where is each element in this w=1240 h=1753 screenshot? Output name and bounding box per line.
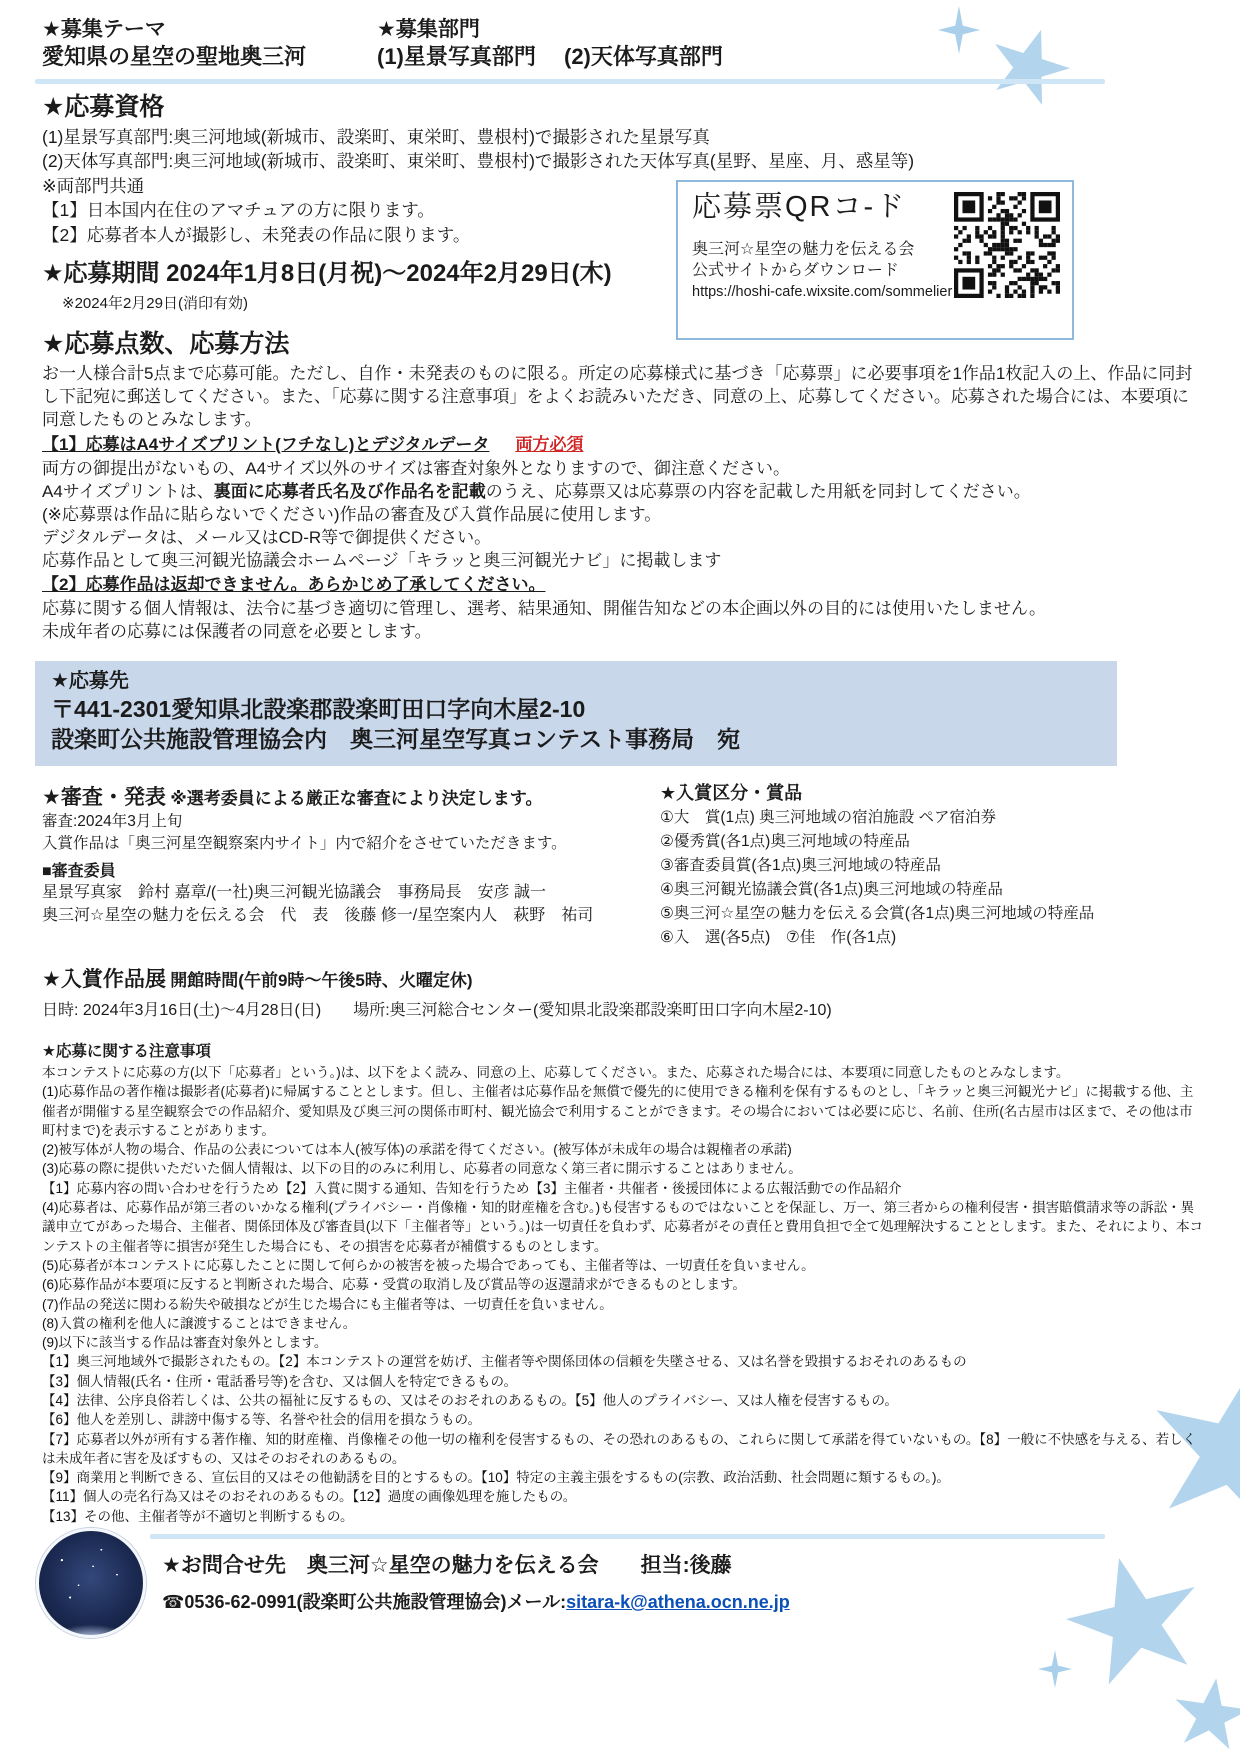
- note-line: (3)応募の際に提供いただいた個人情報は、以下の目的のみに利用し、応募者の同意なく第三者に開示することはありません。: [42, 1161, 802, 1177]
- note-line: (1)応募作品の著作権は撮影者(応募者)に帰属することとします。但し、主催者は応募作品を無償で優先的に使用できる権利を保有するものとし、「キラッと奥三河観光ナビ」に掲載する他、主催者が開催する星空観察会での作品紹介、愛知県及び奥三河の関係市町村、観光協会で利用することができます。その場合においては必要に応じ、名前、住所(名古屋市は区まで、その他は市町村まで)を表示することがあります。: [42, 1084, 1194, 1138]
- eligibility-line: (2)天体写真部門:奥三河地域(新城市、設楽町、東栄町、豊根村)で撮影された天体写真(星野、星座、月、惑星等): [42, 151, 915, 172]
- star-decoration: [1167, 1673, 1240, 1753]
- note-line: 【7】応募者以外が所有する著作権、知的財産権、肖像権その他一切の権利を侵害するもの、その恐れのあるもの、これらに関して承諾を得ていないもの。【8】一般に不快感を与える、若しくは未成年者に害を及ぼすもの、又はそのおそれのあるもの。: [42, 1431, 1197, 1466]
- note-line: 【1】奥三河地域外で撮影されたもの。【2】本コンテストの運営を妨げ、主催者等や関係団体の信頼を失墜させる、又は名誉を毀損するおそれのあるもの: [42, 1354, 967, 1370]
- entry-rule-1-text: 【1】応募はA4サイズプリント(フチなし)とデジタルデータ: [42, 434, 490, 454]
- committee-title: ■審査委員: [42, 862, 116, 880]
- entry-method-line: [42, 480, 1205, 503]
- entry-period-title: ★応募期間 2024年1月8日(月祝)～2024年2月29日(木): [42, 260, 612, 288]
- phone-line: [162, 1588, 1205, 1614]
- prizes-title: ★入賞区分・賞品: [660, 782, 803, 803]
- judging-announcement: 入賞作品は「奥三河星空観察案内サイト」内で紹介をさせていただきます。: [42, 835, 567, 853]
- both-required-badge: 両方必須: [515, 434, 584, 454]
- destination-address: 〒441-2301愛知県北設楽郡設楽町田口字向木屋2-10: [51, 695, 586, 722]
- entry-method-intro: お一人様合計5点まで応募可能。ただし、自作・未発表のものに限る。所定の応募様式に基づき「応募票」に必要事項を1作品1枚記入の上、作品に同封し下記宛に郵送してください。また、「応募に関する注意事項」をよくお読みいただき、同意の上、応募してください。応募された場合には、本要項に同意したものとみなします。: [42, 364, 1193, 430]
- prize-item: ②優秀賞(各1点)奥三河地域の特産品: [660, 832, 910, 850]
- judging-schedule: 審査:2024年3月上旬: [42, 812, 183, 830]
- note-line: 【11】個人の売名行為又はそのおそれのあるもの。【12】過度の画像処理を施したもの。: [42, 1489, 577, 1505]
- entry-method-section: [42, 329, 1205, 643]
- note-line: 【3】個人情報(氏名・住所・電話番号等)を含む、又は個人を特定できるもの。: [42, 1373, 517, 1389]
- entry-method-title: ★応募点数、応募方法: [42, 330, 290, 359]
- recruit-division-value: (1)星景写真部門 (2)天体写真部門: [377, 44, 723, 70]
- note-line: (8)入賞の権利を他人に譲渡することはできません。: [42, 1315, 357, 1331]
- phone-text: 0536-62-0991(設楽町公共施設管理協会)メール:: [184, 1592, 567, 1613]
- recruit-theme-value: 愛知県の星空の聖地奥三河: [42, 44, 307, 70]
- prizes-section: [654, 781, 1205, 950]
- eligibility-line: 【2】応募者本人が撮影し、未発表の作品に限ります。: [42, 224, 471, 245]
- sparkle-decoration: [1038, 1650, 1072, 1688]
- eligibility-line: 【1】日本国内在住のアマチュアの方に限ります。: [42, 200, 435, 221]
- destination-title: ★応募先: [51, 669, 129, 692]
- entry-method-line: 応募に関する個人情報は、法令に基づき適切に管理し、選考、結果通知、開催告知などの本企画以外の目的には使用いたしません。: [42, 599, 1047, 619]
- print-note-bold: 裏面に応募者氏名及び作品名を記載: [213, 481, 486, 501]
- committee-member-line: 奥三河☆星空の魅力を伝える会 代 表 後藤 修一/星空案内人 萩野 祐司: [42, 907, 594, 925]
- eligibility-line: ※両部門共通: [42, 175, 145, 196]
- note-line: 【9】商業用と判断できる、宣伝目的又はその他勧誘を目的とするもの。【10】特定の主義主張をするもの(宗教、政治活動、社会問題に類するもの。)。: [42, 1470, 950, 1486]
- exhibition-detail: 日時: 2024年3月16日(土)～4月28日(日) 場所:奥三河総合センター(愛知県北設楽郡設楽町田口字向木屋2-10): [42, 1001, 832, 1019]
- judging-title-note: ※選考委員による厳正な審査により決定します。: [170, 788, 543, 808]
- recruit-division-label: ★募集部門: [377, 18, 480, 41]
- exhibition-section: [42, 963, 1205, 1020]
- mailing-destination-block: [35, 661, 1117, 766]
- entry-rule-1: [42, 433, 1205, 456]
- destination-recipient: 設楽町公共施設管理協会内 奥三河星空写真コンテスト事務局 宛: [51, 726, 741, 753]
- footer-divider: [150, 1534, 1105, 1539]
- note-line: 【1】応募内容の問い合わせを行うため【2】入賞に関する通知、告知を行うため【3】主催者・共催者・後援団体による広報活動での作品紹介: [42, 1180, 902, 1196]
- note-line: (2)被写体が人物の場合、作品の公表については本人(被写体)の承諾を得てください。(被写体が未成年の場合は親権者の承諾): [42, 1142, 792, 1158]
- entry-method-line: デジタルデータは、メール又はCD-R等で御提供ください。: [42, 527, 492, 547]
- header-row: [42, 16, 1205, 72]
- organization-logo-image: [36, 1528, 146, 1638]
- note-line: (5)応募者が本コンテストに応募したことに関して何らかの被害を被った場合であっても、主催者等は、一切責任を負いません。: [42, 1257, 815, 1273]
- note-line: 【6】他人を差別し、誹謗中傷する等、名誉や社会的信用を損なうもの。: [42, 1412, 481, 1428]
- qr-box-url: https://hoshi-cafe.wixsite.com/sommelier: [692, 284, 953, 301]
- entry-method-line: 応募作品として奥三河観光協議会ホームページ「キラッと奥三河観光ナビ」に掲載します: [42, 551, 722, 571]
- exhibition-title: ★入賞作品展: [42, 967, 166, 991]
- note-line: (6)応募作品が本要項に反すると判断された場合、応募・受賞の取消し及び賞品等の返還請求ができるものとします。: [42, 1277, 746, 1293]
- section-divider: [35, 79, 1105, 84]
- entry-rule-2: 【2】応募作品は返却できません。あらかじめ了承してください。: [42, 575, 546, 595]
- entry-method-line: 両方の御提出がないもの、A4サイズ以外のサイズは審査対象外となりますので、御注意ください。: [42, 458, 791, 478]
- eligibility-section: [42, 92, 1205, 313]
- print-note-post: のうえ、応募票又は応募票の内容を記載した用紙を同封してください。: [485, 481, 1031, 501]
- prize-item: ⑤奥三河☆星空の魅力を伝える会賞(各1点)奥三河地域の特産品: [660, 904, 1095, 922]
- print-note-pre: A4サイズプリントは、: [42, 481, 214, 501]
- judging-section: [42, 781, 654, 950]
- note-line: (7)作品の発送に関わる紛失や破損などが生じた場合にも主催者等は、一切責任を負いません。: [42, 1296, 613, 1312]
- qr-box-download-note: 公式サイトからダウンロード: [692, 261, 899, 279]
- prize-item: ⑥入 選(各5点) ⑦佳 作(各1点): [660, 928, 897, 946]
- notes-section: [42, 1039, 1205, 1526]
- entry-method-line: (※応募票は作品に貼らないでください)作品の審査及び入賞作品展に使用します。: [42, 504, 662, 524]
- prize-item: ④奥三河観光協議会賞(各1点)奥三河地域の特産品: [660, 880, 1003, 898]
- note-line: (4)応募者は、応募作品が第三者のいかなる権利(プライバシー・肖像権・知的財産権を含む。)も侵害するものではないことを保証し、万一、第三者からの権利侵害・損害賠償請求等の訴訟・異議申立てがあった場合、主催者、関係団体及び審査員(以下「主催者等」という。)は一切責任を負わず、応募者がその責任と費用負担で全て処理解決することとします。また、それにより、本コンテストの主催者等に損害が発生した場合にも、その損害を応募者が補償するものとします。: [42, 1200, 1203, 1254]
- eligibility-line: (1)星景写真部門:奥三河地域(新城市、設楽町、東栄町、豊根村)で撮影された星景写真: [42, 126, 710, 147]
- exhibition-hours: 開館時間(午前9時～午後5時、火曜定休): [170, 970, 473, 990]
- footer-section: [42, 1534, 1205, 1654]
- note-line: (9)以下に該当する作品は審査対象外とします。: [42, 1335, 328, 1351]
- note-line: 【4】法律、公序良俗若しくは、公共の福祉に反するもの、又はそのおそれのあるもの。【5】他人のプライバシー、又は人権を侵害するもの。: [42, 1392, 898, 1408]
- entry-period-note: ※2024年2月29日(消印有効): [62, 295, 248, 313]
- email-link[interactable]: sitara-k@athena.ocn.ne.jp: [566, 1592, 790, 1613]
- prize-item: ③審査委員賞(各1点)奥三河地域の特産品: [660, 856, 941, 874]
- recruit-theme-label: ★募集テーマ: [42, 18, 166, 41]
- notes-title: ★応募に関する注意事項: [42, 1042, 211, 1060]
- qr-box-title: 応募票QRコ-ド: [692, 191, 907, 223]
- note-line: 【13】その他、主催者等が不適切と判断するもの。: [42, 1508, 354, 1524]
- judging-title: ★審査・発表: [42, 785, 166, 809]
- entry-method-line: 未成年者の応募には保護者の同意を必要とします。: [42, 622, 432, 642]
- qr-box-organization: 奥三河☆星空の魅力を伝える会: [692, 240, 915, 258]
- eligibility-title: ★応募資格: [42, 92, 165, 121]
- committee-member-line: 星景写真家 鈴村 嘉章/(一社)奥三河観光協議会 事務局長 安彦 誠一: [42, 883, 546, 901]
- prize-item: ①大 賞(1点) 奥三河地域の宿泊施設 ペア宿泊券: [660, 808, 996, 826]
- note-line: 本コンテストに応募の方(以下「応募者」という。)は、以下をよく読み、同意の上、応募してください。また、応募された場合には、本要項に同意したものとみなします。: [42, 1064, 1070, 1080]
- phone-icon: ☎: [162, 1592, 185, 1613]
- contact-line: ★お問合せ先 奥三河☆星空の魅力を伝える会 担当:後藤: [162, 1554, 732, 1578]
